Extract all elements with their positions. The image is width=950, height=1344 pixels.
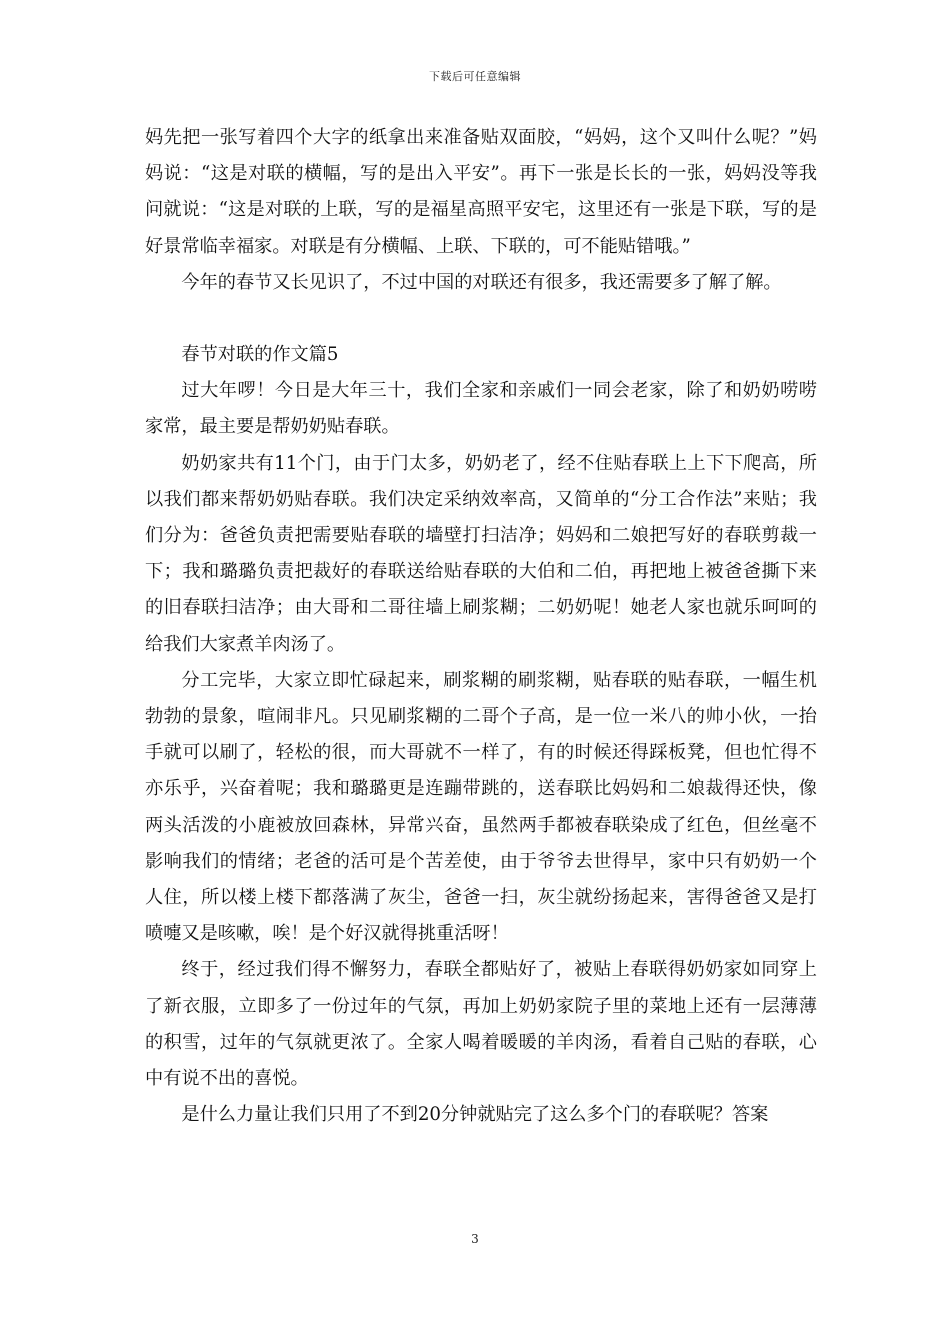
paragraph: 妈先把一张写着四个大字的纸拿出来准备贴双面胶，“妈妈，这个又叫什么呢？”妈妈说：“这是对联的横幅，写的是出入平安”。再下一张是长长的一张，妈妈没等我问就说：“这是对联的上联，写的是福星高照平安宅，这里还有一张是下联，写的是好景常临幸福家。对联是有分横幅、上联、下联的，可不能贴错哦。” [145, 127, 817, 257]
paragraph: 过大年啰！今日是大年三十，我们全家和亲戚们一同会老家，除了和奶奶唠唠家常，最主要是帮奶奶贴春联。 [145, 380, 817, 438]
paragraph: 今年的春节又长见识了，不过中国的对联还有很多，我还需要多了解了解。 [181, 271, 782, 293]
document-body [145, 120, 817, 1133]
page-header: 下载后可任意编辑 [429, 70, 521, 83]
paragraph-spacer [145, 301, 817, 337]
page-number: 3 [471, 1232, 479, 1246]
paragraph: 是什么力量让我们只用了不到20分钟就贴完了这么多个门的春联呢？答案 [181, 1104, 769, 1126]
section-heading: 春节对联的作文篇5 [181, 344, 339, 366]
paragraph: 奶奶家共有11个门，由于门太多，奶奶老了，经不住贴春联上上下下爬高，所以我们都来帮奶奶贴春联。我们决定采纳效率高，又简单的“分工合作法”来贴；我们分为：爸爸负责把需要贴春联的墙壁打扫洁净；妈妈和二娘把写好的春联剪裁一下；我和璐璐负责把裁好的春联送给贴春联的大伯和二伯，再把地上被爸爸撕下来的旧春联扫洁净；由大哥和二哥往墙上刷浆糊；二奶奶呢！她老人家也就乐呵呵的给我们大家煮羊肉汤了。 [145, 452, 817, 655]
paragraph: 终于，经过我们得不懈努力，春联全都贴好了，被贴上春联得奶奶家如同穿上了新衣服，立即多了一份过年的气氛，再加上奶奶家院子里的菜地上还有一层薄薄的积雪，过年的气氛就更浓了。全家人喝着暖暖的羊肉汤，看着自己贴的春联，心中有说不出的喜悦。 [145, 959, 817, 1090]
paragraph: 分工完毕，大家立即忙碌起来，刷浆糊的刷浆糊，贴春联的贴春联，一幅生机勃勃的景象，喧闹非凡。只见刷浆糊的二哥个子高，是一位一米八的帅小伙，一抬手就可以刷了，轻松的很，而大哥就不一样了，有的时候还得踩板凳，但也忙得不亦乐乎，兴奋着呢；我和璐璐更是连蹦带跳的，送春联比妈妈和二娘裁得还快，像两头活泼的小鹿被放回森林，异常兴奋，虽然两手都被春联染成了红色，但丝毫不影响我们的情绪；老爸的活可是个苦差使，由于爷爷去世得早，家中只有奶奶一个人住，所以楼上楼下都落满了灰尘，爸爸一扫，灰尘就纷扬起来，害得爸爸又是打喷嚏又是咳嗽，唉！是个好汉就得挑重活呀！ [145, 669, 817, 945]
